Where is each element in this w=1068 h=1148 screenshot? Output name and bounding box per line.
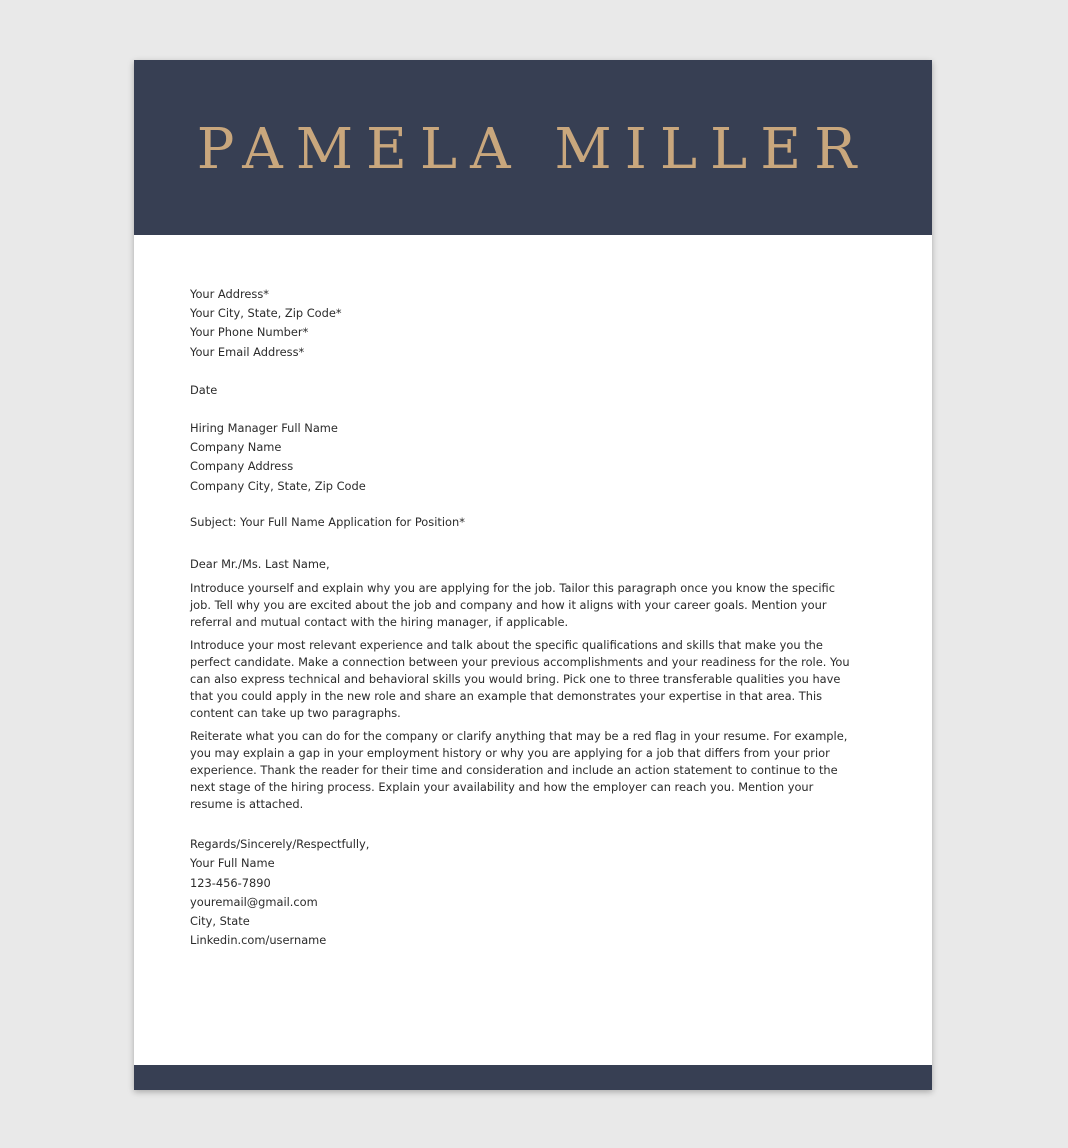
spacer [190, 813, 854, 835]
signature-location: City, State [190, 914, 250, 929]
signature-email: youremail@gmail.com [190, 894, 318, 909]
subject-line: Subject: Your Full Name Application for Position* [190, 514, 465, 529]
sender-email: Your Email Address* [190, 344, 305, 359]
recipient-company: Company Name [190, 440, 282, 455]
applicant-name: PAMELA MILLER [196, 117, 870, 182]
recipient-address: Company Address [190, 459, 294, 474]
signoff: Regards/Sincerely/Respectfully, [190, 837, 370, 852]
body-paragraph-1: Introduce yourself and explain why you are applying for the job. Tailor this paragraph once you know the specific job. Tell why you are excited about the job and company and how it aligns with your career goals. Mention your referral and mutual contact with the hiring manager, if applicable. [190, 581, 835, 630]
body-paragraph-3: Reiterate what you can do for the company or clarify anything that may be a red flag in your resume. For example, you may explain a gap in your employment history or why you are applying for a job that differs from your prior experience. Thank the reader for their time and consideration and include an action statement to continue to the next stage of the hiring process. Explain your availability and how the employer can reach you. Mention your resume is attached. [190, 729, 848, 812]
sender-phone: Your Phone Number* [190, 325, 309, 340]
salutation: Dear Mr./Ms. Last Name, [190, 557, 330, 572]
closing-block [190, 835, 854, 950]
recipient-name: Hiring Manager Full Name [190, 421, 338, 436]
recipient-city-state-zip: Company City, State, Zip Code [190, 478, 366, 493]
spacer [190, 532, 854, 555]
sender-block [190, 285, 854, 362]
signature-phone: 123-456-7890 [190, 875, 271, 890]
recipient-block [190, 419, 854, 496]
letter-page [134, 60, 932, 1090]
letter-footer [134, 1065, 932, 1090]
spacer [190, 496, 854, 513]
body-paragraph-2: Introduce your most relevant experience and talk about the specific qualifications and skills that make you the perfect candidate. Make a connection between your previous accomplishments and your readiness for the role. You can also express technical and behavioral skills you would bring. Pick one to three transferable qualities you have that you could apply in the new role and share an example that demonstrates your expertise in that area. This content can take up two paragraphs. [190, 638, 850, 721]
letter-body [190, 285, 854, 950]
spacer [190, 362, 854, 381]
letter-date: Date [190, 382, 218, 397]
sender-city-state-zip: Your City, State, Zip Code* [190, 306, 342, 321]
signature-linkedin: Linkedin.com/username [190, 933, 327, 948]
spacer [190, 400, 854, 419]
letter-header [134, 60, 932, 235]
signature-name: Your Full Name [190, 856, 275, 871]
sender-address: Your Address* [190, 287, 269, 301]
